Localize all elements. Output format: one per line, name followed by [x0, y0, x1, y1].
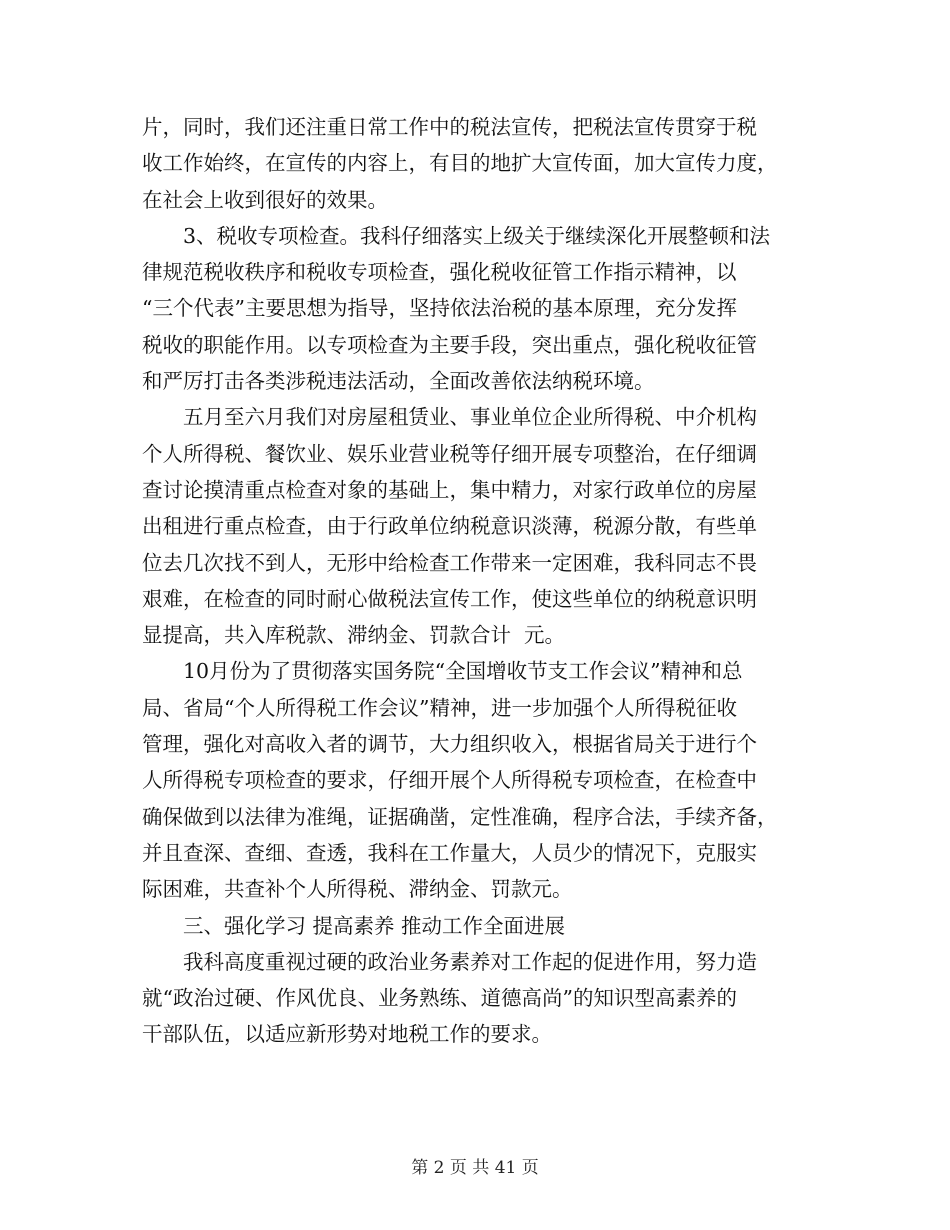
text-line: 确保做到以法律为准绳，证据确凿，定性准确，程序合法，手续齐备，: [142, 804, 778, 829]
document-body: [142, 109, 807, 1053]
text-line: 律规范税收秩序和税收专项检查，强化税收征管工作指示精神，以: [142, 260, 737, 285]
text-line: 管理，强化对高收入者的调节，大力组织收入，根据省局关于进行个: [142, 732, 757, 757]
text-line: 片，同时，我们还注重日常工作中的税法宣传，把税法宣传贯穿于税: [142, 115, 757, 139]
text-line: 3、税收专项检查。我科仔细落实上级关于继续深化开展整顿和法: [142, 223, 771, 248]
text-line: 并且查深、查细、查透，我科在工作量大，人员少的情况下，克服实: [142, 840, 757, 865]
text-line: 在社会上收到很好的效果。: [142, 187, 388, 212]
text-line: 出租进行重点检查，由于行政单位纳税意识淡薄，税源分散，有些单: [142, 514, 757, 539]
text-line: 10月份为了贯彻落实国务院“全国增收节支工作会议”精神和总: [142, 659, 743, 684]
text-line: 我科高度重视过硬的政治业务素养对工作起的促进作用，努力造: [142, 949, 757, 974]
text-line: 和严厉打击各类涉税违法活动，全面改善依法纳税环境。: [142, 369, 655, 394]
text-line: 局、省局“个人所得税工作会议”精神，进一步加强个人所得税征收: [142, 695, 737, 720]
text-line: 个人所得税、餐饮业、娱乐业营业税等仔细开展专项整治，在仔细调: [142, 441, 757, 466]
text-line: 位去几次找不到人，无形中给检查工作带来一定困难，我科同志不畏: [142, 550, 757, 575]
text-line: 际困难，共查补个人所得税、滞纳金、罚款元。: [142, 877, 573, 902]
text-line: 艰难，在检查的同时耐心做税法宣传工作，使这些单位的纳税意识明: [142, 586, 757, 611]
text-line: 收工作始终，在宣传的内容上，有目的地扩大宣传面，加大宣传力度，: [142, 151, 778, 176]
text-line: 干部队伍，以适应新形势对地税工作的要求。: [142, 1022, 552, 1047]
text-line: 查讨论摸清重点检查对象的基础上，集中精力，对家行政单位的房屋: [142, 477, 757, 502]
page-number: 第 2 页 共 41 页: [411, 1158, 539, 1178]
text-line: 人所得税专项检查的要求，仔细开展个人所得税专项检查，在检查中: [142, 768, 757, 793]
text-line: 五月至六月我们对房屋租赁业、事业单位企业所得税、中介机构: [142, 405, 757, 430]
section-heading: 三、强化学习 提高素养 推动工作全面进展: [142, 913, 566, 938]
text-line: “三个代表”主要思想为指导，坚持依法治税的基本原理，充分发挥: [142, 296, 737, 321]
text-line: 就“政治过硬、作风优良、业务熟练、道德高尚”的知识型高素养的: [142, 986, 737, 1011]
text-line: 税收的职能作用。以专项检查为主要手段，突出重点，强化税收征管: [142, 332, 757, 357]
text-line: 显提高，共入库税款、滞纳金、罚款合计 元。: [142, 623, 566, 648]
